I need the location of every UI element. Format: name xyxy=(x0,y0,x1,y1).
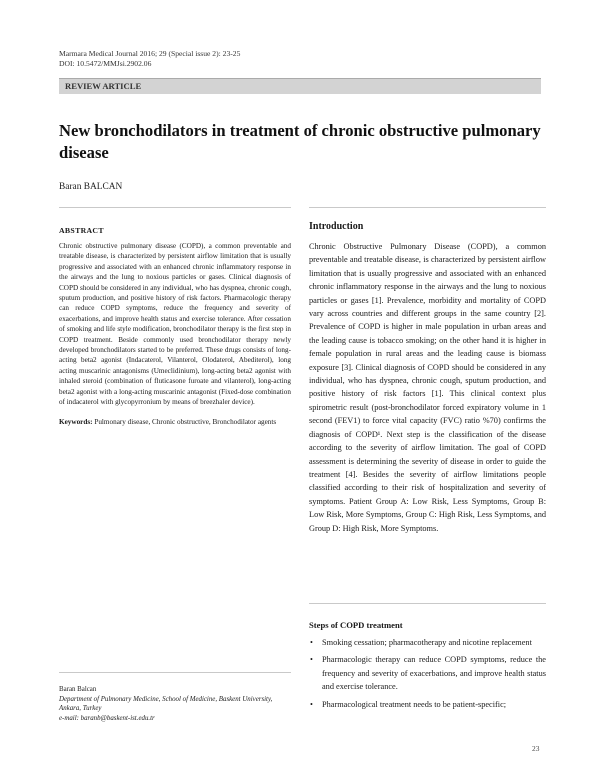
introduction-body: Chronic Obstructive Pulmonary Disease (COPD), a common preventable and treatable disease, is characterized by persistent airflow limitation that is usually progressive and associated with an enhanced chronic inflammatory response in the airways and the lung to noxious particles or gases [1]. Prevalence, morbidity and mortality of COPD vary across countries and different groups in the same country [2]. Prevalence of COPD is higher in male population in urban areas and the leading cause is tobacco smoking; on the other hand it is higher in female population in rural areas and the leading cause is biomass exposure [3]. Clinical diagnosis of COPD should be considered in any individual, who has dyspnea, chronic cough, sputum production, and positive history of risk factors [1]. This clinical context plus spirometric result (post-bronchodilator forced expiratory volume in 1 second (FEV1) to force vital capacity (FVC) ratio %70) confirms the diagnosis of COPD¹. Next step is the classification of the disease according to the severity of airflow limitation. The goal of COPD assessment is determining the severity of disease in order to guide the treatment [4]. Besides the severity of airflow limitations people classified according to their risk of hospitalization and severity of symptoms. Patient Group A: Low Risk, Less Symptoms, Group B: Low Risk, More Symptoms, Group C: High Risk, Less Symptoms, and Group D: High Risk, More Symptoms. xyxy=(309,242,546,533)
affiliation-department: Department of Pulmonary Medicine, School of Medicine, Baskent University, Ankara, Turkey xyxy=(59,695,273,713)
article-title: New bronchodilators in treatment of chronic obstructive pulmonary disease xyxy=(59,121,541,162)
page-number: 23 xyxy=(532,744,540,753)
list-item: • Pharmacological treatment needs to be patient-specific; xyxy=(309,698,546,711)
introduction-column xyxy=(309,221,546,535)
header-divider-left xyxy=(59,207,291,208)
doi: DOI: 10.5472/MMJsi.2902.06 xyxy=(59,59,152,68)
affiliation xyxy=(59,685,291,723)
keywords xyxy=(59,417,291,427)
steps-list xyxy=(309,636,546,715)
abstract-heading: ABSTRACT xyxy=(59,226,104,235)
keywords-label: Keywords: xyxy=(59,417,93,426)
steps-divider xyxy=(309,603,546,604)
abstract-column xyxy=(59,226,291,427)
keywords-text: Pulmonary disease, Chronic obstructive, Bronchodilator agents xyxy=(94,417,277,426)
list-item: • Smoking cessation; pharmacotherapy and nicotine replacement xyxy=(309,636,546,649)
section-band xyxy=(59,78,541,94)
affiliation-divider xyxy=(59,672,291,673)
journal-header xyxy=(59,49,240,69)
steps-heading: Steps of COPD treatment xyxy=(309,620,403,630)
list-item: • Pharmacologic therapy can reduce COPD symptoms, reduce the frequency and severity of exacerbations, and improve health status and exercise tolerance. xyxy=(309,653,546,693)
section-label: REVIEW ARTICLE xyxy=(65,81,142,91)
affiliation-email: e-mail: baranb@baskent-ist.edu.tr xyxy=(59,714,155,722)
abstract-body: Chronic obstructive pulmonary disease (COPD), a common preventable and treatable disease, is characterized by persistent airflow limitation that is usually progressive and associated with an enhanced chronic inflammatory response in the airways and the lung to noxious particles or gases. Clinical diagnosis of COPD should be considered in any individual, who has dyspnea, chronic cough, sputum production, and positive history of risk factors. Pharmacologic therapy can reduce COPD symptoms, reduce the frequency and severity of exacerbations, and improve health status and exercise tolerance. After cessation of smoking and life style modification, bronchodilator therapy is the first step in COPD treatment. Beside commonly used bronchodilator therapy newly developed bronchodilators started to be preferred. These drugs consists of long-acting beta2 agonist (Indacaterol, Vilanterol, Olodaterol, Abediterol), long acting muscarinic antagonisms (Umeclidinium), long-acting beta2 agonist with inhaled steroid (combination of fluticasone furoate and vilanterol), long-acting beta2 agonist with a long-acting muscarinic antagonist (Fixed-dose combination of indacaterol with glycopyrronium by means of breezhaler device). xyxy=(59,242,291,407)
introduction-heading: Introduction xyxy=(309,221,364,232)
journal-citation: Marmara Medical Journal 2016; 29 (Special issue 2): 23-25 xyxy=(59,49,241,58)
affiliation-name: Baran Balcan xyxy=(59,686,97,693)
header-divider-right xyxy=(309,207,546,208)
author-name: Baran BALCAN xyxy=(59,182,123,192)
